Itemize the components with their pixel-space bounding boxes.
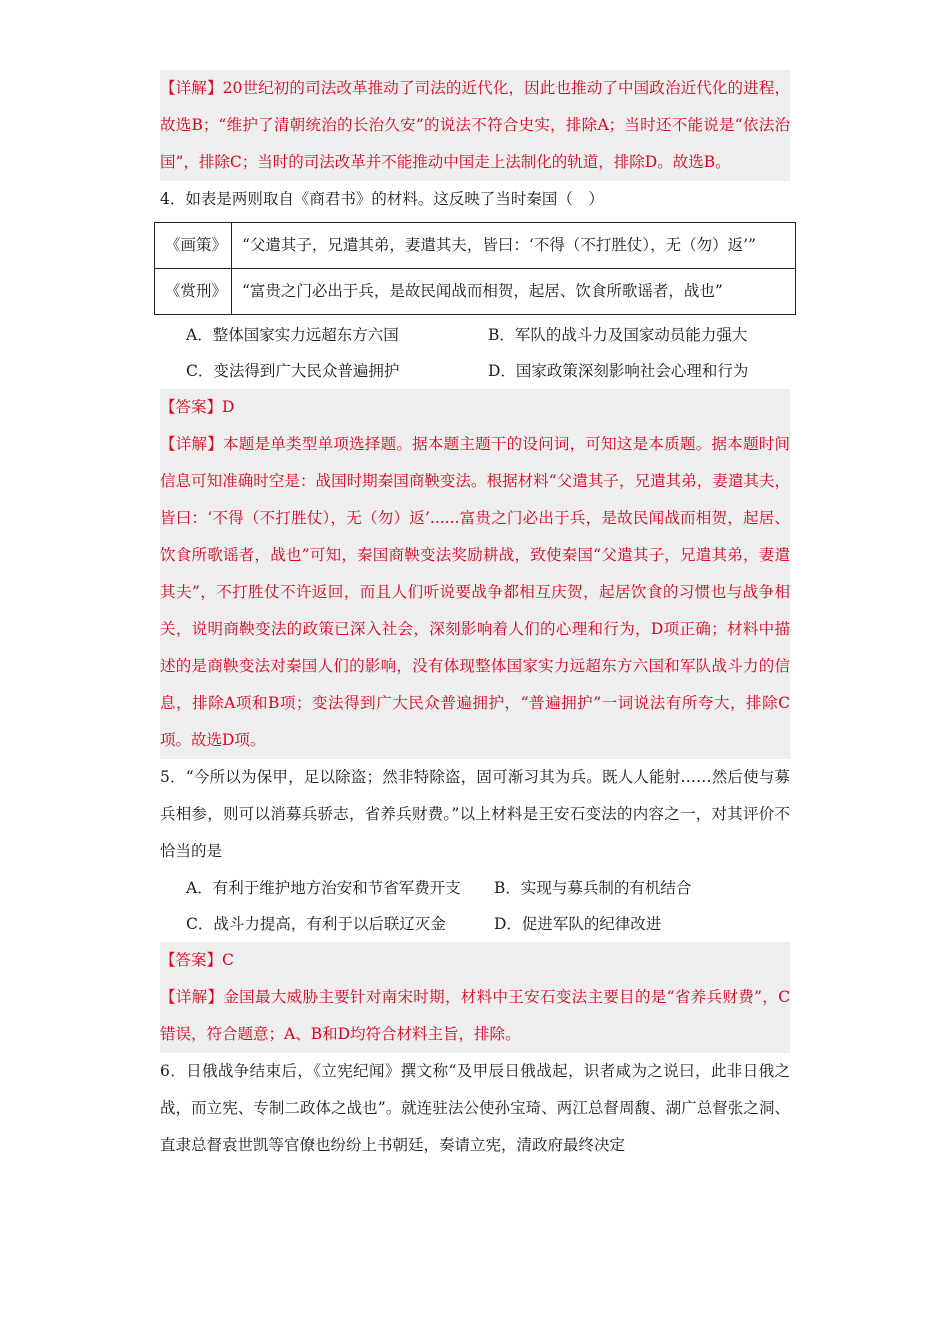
- q4-explanation: [160, 426, 790, 759]
- q4-option-b[interactable]: B．军队的战斗力及国家动员能力强大: [488, 326, 748, 344]
- q5-option-c[interactable]: C．战斗力提高，有利于以后联辽灭金: [186, 915, 446, 933]
- table-source-cell: 《画策》: [155, 223, 232, 269]
- q5-answer: [160, 942, 790, 979]
- q4-options: [160, 317, 790, 389]
- q5-option-d[interactable]: D．促进军队的纪律改进: [494, 915, 662, 933]
- q5-answer-value: C: [222, 951, 234, 969]
- q5-option-b[interactable]: B．实现与募兵制的有机结合: [494, 879, 692, 897]
- q5-explanation: [160, 979, 790, 1053]
- q3-detail-text: 20世纪初的司法改革推动了司法的近代化，因此也推动了中国政治近代化的进程，故选B；“维护了清朝统治的长治久安”的说法不符合史实，排除A；当时还不能说是“依法治国”，排除C；当时的司法改革并不能推动中国走上法制化的轨道，排除D。故选B。: [160, 79, 790, 171]
- q4-answer: [160, 389, 790, 426]
- table-row: [155, 223, 796, 269]
- q4-option-d[interactable]: D．国家政策深刻影响社会心理和行为: [488, 362, 749, 380]
- q5-option-a[interactable]: A．有利于维护地方治安和节省军费开支: [186, 879, 461, 897]
- table-text-cell: “富贵之门必出于兵，是故民闻战而相贺，起居、饮食所歌谣者，战也”: [232, 269, 796, 315]
- q5-detail-text: 金国最大威胁主要针对南宋时期，材料中王安石变法主要目的是“省养兵财费”，C错误，符合题意；A、B和D均符合材料主旨，排除。: [160, 988, 790, 1043]
- answer-tag: 【答案】: [160, 398, 223, 416]
- detail-tag: 【详解】: [160, 988, 224, 1006]
- q3-explanation: [160, 70, 790, 181]
- answer-tag: 【答案】: [160, 951, 223, 969]
- q4-material-table: [154, 222, 796, 315]
- detail-tag: 【详解】: [160, 435, 224, 453]
- table-text-cell: “父遣其子，兄遣其弟，妻遣其夫，皆曰：‘不得（不打胜仗），无（勿）返’”: [232, 223, 796, 269]
- q3-explanation-block: [160, 70, 790, 181]
- detail-tag: 【详解】: [160, 79, 223, 97]
- q4-option-c[interactable]: C．变法得到广大民众普遍拥护: [186, 362, 400, 380]
- q4-detail-text: 本题是单类型单项选择题。据本题主题干的设问词，可知这是本质题。据本题时间信息可知准确时空是：战国时期秦国商鞅变法。根据材料“父遣其子，兄遣其弟，妻遣其夫，皆曰：‘不得（不打胜仗），无（勿）返’......富贵之门必出于兵，是故民闻战而相贺，起居、饮食所歌谣者，战也”可知，秦国商鞅变法奖励耕战，致使秦国“父遣其子，兄遣其弟，妻遣其夫”，不打胜仗不许返回，而且人们听说要战争都相互庆贺，起居饮食的习惯也与战争相关，说明商鞅变法的政策已深入社会，深刻影响着人们的心理和行为，D项正确；材料中描述的是商鞅变法对秦国人们的影响，没有体现整体国家实力远超东方六国和军队战斗力的信息，排除A项和B项；变法得到广大民众普遍拥护，“普遍拥护”一词说法有所夸大，排除C项。故选D项。: [160, 435, 790, 749]
- q5-stem: 5．“今所以为保甲，足以除盗；然非特除盗，固可渐习其为兵。既人人能射……然后使与募兵相参，则可以消募兵骄志，省养兵财费。”以上材料是王安石变法的内容之一，对其评价不恰当的是: [160, 768, 790, 860]
- q4-answer-block: [160, 389, 790, 759]
- q6-stem: 6．日俄战争结束后，《立宪纪闻》撰文称“及甲辰日俄战起，识者咸为之说曰，此非日俄之战，而立宪、专制二政体之战也”。就连驻法公使孙宝琦、两江总督周馥、湖广总督张之洞、直隶总督袁世凯等官僚也纷纷上书朝廷，奏请立宪，清政府最终决定: [160, 1062, 790, 1154]
- q5-options: [160, 870, 790, 942]
- document-page: [160, 70, 790, 1164]
- q5-answer-block: [160, 942, 790, 1053]
- q4-answer-value: D: [222, 398, 235, 416]
- q4-stem: 4．如表是两则取自《商君书》的材料。这反映了当时秦国（ ）: [160, 190, 604, 208]
- table-source-cell: 《赏刑》: [155, 269, 232, 315]
- table-row: [155, 269, 796, 315]
- q4-option-a[interactable]: A．整体国家实力远超东方六国: [186, 326, 399, 344]
